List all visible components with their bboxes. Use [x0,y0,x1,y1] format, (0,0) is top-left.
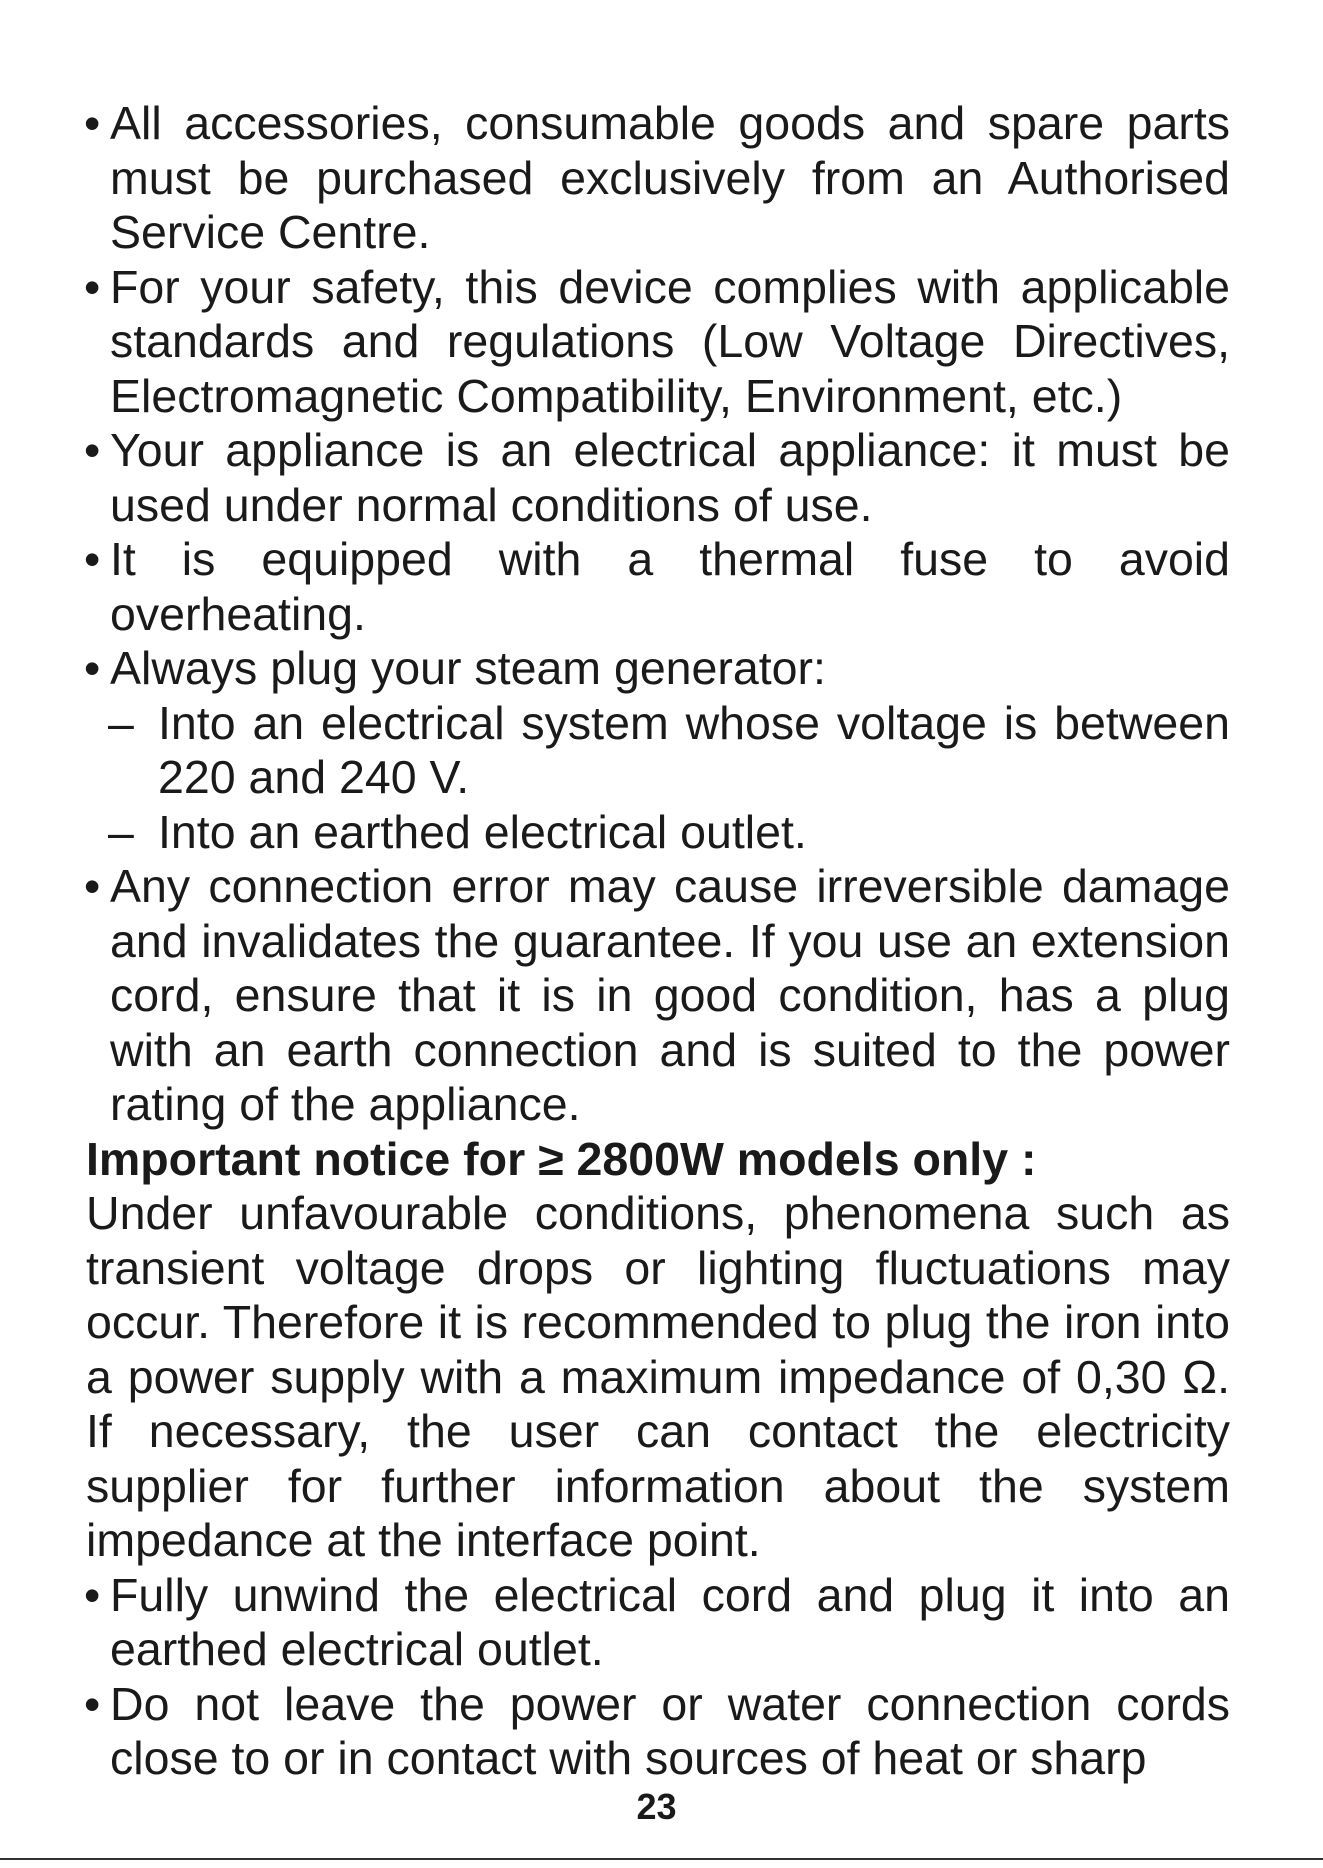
sub-item-voltage: – Into an electrical system whose voltage is between 220 and 240 V. [86,696,1230,805]
bullet-unwind-cord: • Fully unwind the electrical cord and plug it into an earthed electrical outlet. [86,1568,1230,1677]
bottom-divider [0,1858,1323,1860]
manual-page-content [86,96,1230,1786]
bullet-plug-instructions: • Always plug your steam generator: [86,641,1230,696]
notice-heading: Important notice for ≥ 2800W models only : [86,1132,1037,1185]
bullet-safety-standards: • For your safety, this device complies with applicable standards and regulations (Low Voltage Directives, Electromagnetic Compatibility, Environment, etc.) [86,260,1230,424]
bullet-connection-error: • Any connection error may cause irreversible damage and invalidates the guarantee. If you use an extension cord, ensure that it is in good condition, has a plug with an earth connection and is suited to the power rating of the appliance. [86,859,1230,1132]
page-number: 23 [636,1786,677,1827]
bullet-thermal-fuse: • It is equipped with a thermal fuse to avoid overheating. [86,532,1230,641]
bullet-electrical-appliance: • Your appliance is an electrical appliance: it must be used under normal conditions of use. [86,423,1230,532]
bullet-accessories: • All accessories, consumable goods and spare parts must be purchased exclusively from an Authorised Service Centre. [86,96,1230,260]
bullet-connection-cords: • Do not leave the power or water connection cords close to or in contact with sources of heat or sharp [86,1677,1230,1786]
sub-item-earthed-outlet: – Into an earthed electrical outlet. [86,805,1230,860]
notice-body: Under unfavourable conditions, phenomena such as transient voltage drops or lighting fluctuations may occur. Therefore it is recommended to plug the iron into a power supply with a maximum impedance of 0,30 Ω. If necessary, the user can contact the electricity supplier for further information about the system impedance at the interface point. [86,1187,1230,1566]
